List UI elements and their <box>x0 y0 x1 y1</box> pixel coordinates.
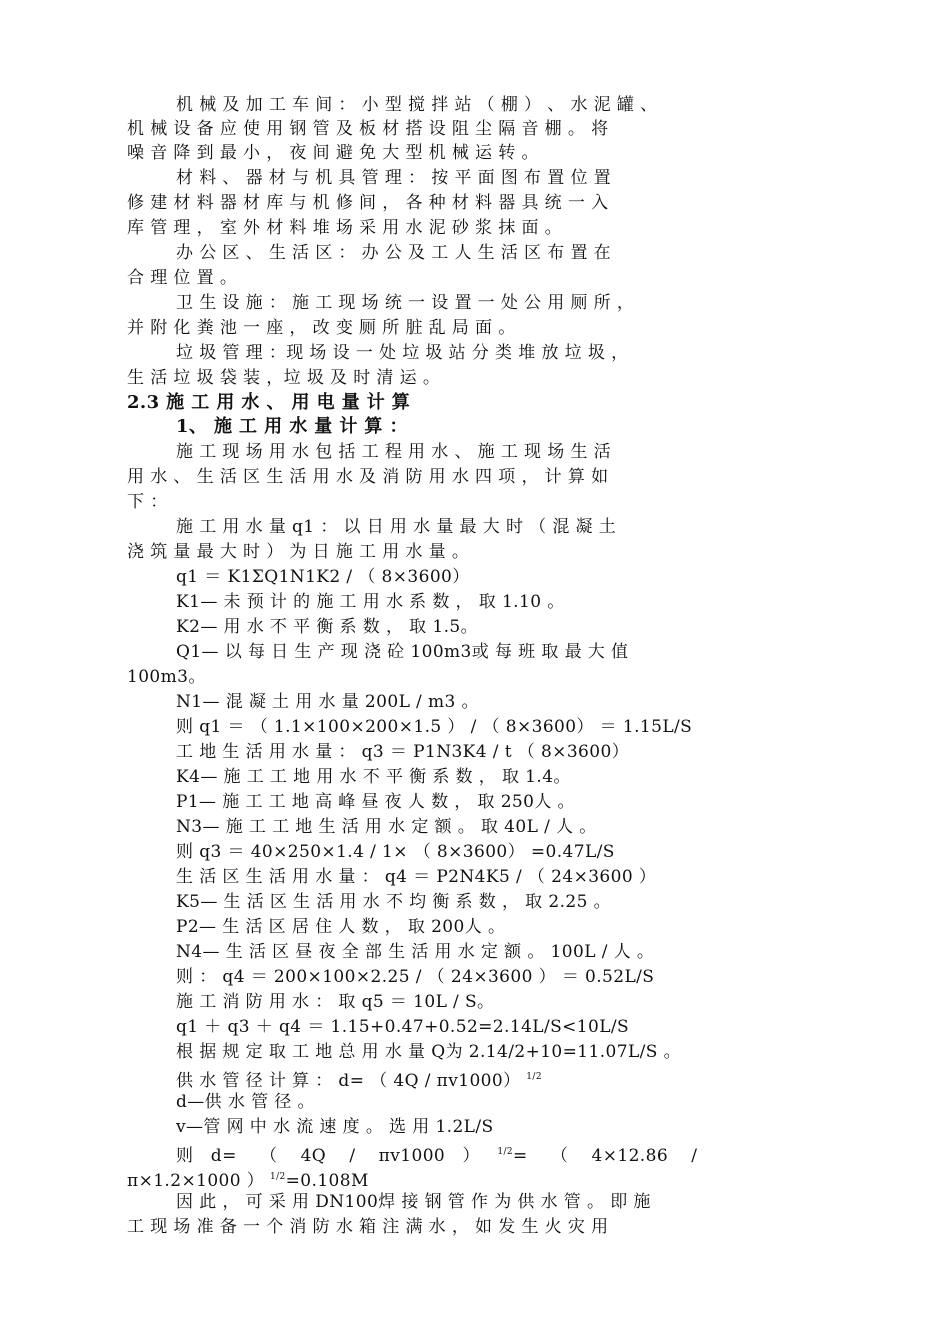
text-line <box>127 317 516 339</box>
line-text: 生 活 区 生 活 用 水 量 ： q4 ＝ P2N4K5 / （ 24×3600 ） <box>176 867 657 887</box>
line-text: 浇 筑 量 最 大 时 ） 为 日 施 工 用 水 量 。 <box>127 542 470 562</box>
text-line <box>176 841 615 863</box>
text-line <box>176 966 654 988</box>
line-text: 则 ： q4 ＝ 200×100×2.25 / （ 24×3600 ） ＝ 0.52L/S <box>176 967 655 987</box>
text-line <box>127 267 237 289</box>
line-text: Q1— 以 每 日 生 产 现 浇 砼 100m3或 每 班 取 最 大 值 <box>176 642 629 662</box>
text-line <box>176 716 692 738</box>
exponent: 1/2 <box>497 1147 514 1157</box>
text-line <box>176 941 654 963</box>
text-line <box>127 666 206 688</box>
line-text: N4— 生 活 区 昼 夜 全 部 生 活 用 水 定 额 。 100L / 人 。 <box>176 942 655 962</box>
text-line <box>176 242 611 264</box>
text-line <box>176 891 611 913</box>
line-text: v—管 网 中 水 流 速 度 。 选 用 1.2L/S <box>176 1117 494 1137</box>
line-text: 用 水 、 生 活 区 生 活 用 水 及 消 防 用 水 四 项 ， 计 算 如 <box>127 467 609 487</box>
text-line <box>176 916 505 938</box>
text-line <box>176 516 616 538</box>
line-text: 100m3。 <box>127 667 206 687</box>
text-line <box>176 766 571 788</box>
line-text: 并 附 化 粪 池 一 座 ， 改 变 厕 所 脏 乱 局 面 。 <box>127 318 516 338</box>
text-line <box>176 441 611 463</box>
text-line <box>127 1166 369 1192</box>
exponent: 1/2 <box>526 1072 542 1082</box>
line-text: 修 建 材 料 器 材 库 与 机 修 间 ， 各 种 材 料 器 具 统 一 入 <box>127 193 609 213</box>
line-text: 噪 音 降 到 最 小 ， 夜 间 避 免 大 型 机 械 运 转 。 <box>127 143 539 163</box>
text-line <box>176 342 628 364</box>
line-text: P1— 施 工 工 地 高 峰 昼 夜 人 数 ， 取 250人 。 <box>176 792 575 812</box>
line-text: q1 ＋ q3 ＋ q4 ＝ 1.15+0.47+0.52=2.14L/S<10L/S <box>176 1017 630 1037</box>
text-line <box>127 142 539 164</box>
text-line <box>127 192 608 214</box>
line-text: K5— 生 活 区 生 活 用 水 不 均 衡 系 数 ， 取 2.25 。 <box>176 892 612 912</box>
line-text: 2.3 施 工 用 水 、 用 电 量 计 算 <box>127 392 411 413</box>
line-text: 机 械 设 备 应 使 用 钢 管 及 板 材 搭 设 阻 尘 隔 音 棚 。 将 <box>127 119 609 139</box>
text-line <box>127 1216 608 1238</box>
line-text-tail: =0.108M <box>285 1171 369 1191</box>
text-line <box>176 616 478 638</box>
text-line <box>127 367 440 389</box>
text-line <box>176 1091 315 1113</box>
text-line <box>127 466 608 488</box>
text-line <box>176 1191 651 1213</box>
line-text: 供 水 管 径 计 算 ： d= （ 4Q / πv1000） <box>176 1071 527 1091</box>
line-text: 1、 施 工 用 水 量 计 算 ： <box>176 416 408 437</box>
text-line <box>176 1066 542 1092</box>
line-text: 则 q1 ＝ （ 1.1×100×200×1.5 ） / （ 8×3600） ＝ 1.15L/S <box>176 717 693 737</box>
text-line <box>176 816 597 838</box>
text-line <box>127 217 562 239</box>
line-text: 工 现 场 准 备 一 个 消 防 水 箱 注 满 水 ， 如 发 生 火 灾 用 <box>127 1217 609 1237</box>
line-text: 工 地 生 活 用 水 量 ： q3 ＝ P1N3K4 / t （ 8×3600） <box>176 742 630 762</box>
line-text: 则 d= （ 4Q / πv1000 ） <box>176 1146 498 1166</box>
line-text: N1— 混 凝 土 用 水 量 200L / m3 。 <box>176 692 479 712</box>
line-text: 根 据 规 定 取 工 地 总 用 水 量 Q为 2.14/2+10=11.07L/S 。 <box>176 1042 682 1062</box>
line-text: 生 活 垃 圾 袋 装 ，垃 圾 及 时 清 运 。 <box>127 368 441 388</box>
line-text: 合 理 位 置 。 <box>127 268 238 288</box>
text-line <box>176 741 629 763</box>
line-text: 卫 生 设 施 ： 施 工 现 场 统 一 设 置 一 处 公 用 厕 所 ， <box>176 293 635 313</box>
text-line <box>127 118 608 140</box>
text-line <box>176 1041 681 1063</box>
text-line <box>127 491 168 513</box>
line-text: 则 q3 ＝ 40×250×1.4 / 1× （ 8×3600） =0.47L/S <box>176 842 615 862</box>
text-line <box>176 94 657 116</box>
line-text: 施 工 消 防 用 水 ： 取 q5 ＝ 10L / S。 <box>176 992 495 1012</box>
text-line <box>176 1016 629 1038</box>
text-line <box>176 292 634 314</box>
exponent: 1/2 <box>269 1172 286 1182</box>
section-heading <box>127 392 410 414</box>
text-line <box>176 167 611 189</box>
line-text: 材 料 、 器 材 与 机 具 管 理 ： 按 平 面 图 布 置 位 置 <box>176 168 612 188</box>
text-line <box>176 866 656 888</box>
line-text: 施 工 现 场 用 水 包 括 工 程 用 水 、 施 工 现 场 生 活 <box>176 442 612 462</box>
text-line <box>176 591 565 613</box>
line-text: 施 工 用 水 量 q1 ： 以 日 用 水 量 最 大 时 （ 混 凝 土 <box>176 517 617 537</box>
line-text: P2— 生 活 区 居 住 人 数 ， 取 200人 。 <box>176 917 506 937</box>
line-text-tail: = （ 4×12.86 / <box>513 1146 698 1166</box>
line-text: 因 此 ， 可 采 用 DN100焊 接 钢 管 作 为 供 水 管 。 即 施 <box>176 1192 651 1212</box>
text-line <box>176 1141 697 1167</box>
line-text: K1— 未 预 计 的 施 工 用 水 系 数 ， 取 1.10 。 <box>176 592 565 612</box>
line-text: 下 ： <box>127 492 168 512</box>
line-text: K2— 用 水 不 平 衡 系 数 ， 取 1.5。 <box>176 617 478 637</box>
line-text: d—供 水 管 径 。 <box>176 1092 315 1112</box>
line-text: 库 管 理 ， 室 外 材 料 堆 场 采 用 水 泥 砂 浆 抹 面 。 <box>127 218 563 238</box>
line-text: 垃 圾 管 理 ：现 场 设 一 处 垃 圾 站 分 类 堆 放 垃 圾 ， <box>176 343 629 363</box>
text-line <box>176 1116 494 1138</box>
line-text: 办 公 区 、 生 活 区 ： 办 公 及 工 人 生 活 区 布 置 在 <box>176 243 612 263</box>
text-line <box>176 791 575 813</box>
text-line <box>176 641 628 663</box>
text-line <box>176 991 494 1013</box>
section-heading <box>176 416 408 438</box>
line-text: K4— 施 工 工 地 用 水 不 平 衡 系 数 ， 取 1.4。 <box>176 767 571 787</box>
text-line <box>176 691 479 713</box>
line-text: q1 ＝ K1ΣQ1N1K2 / （ 8×3600） <box>176 567 470 587</box>
text-line <box>176 566 470 588</box>
line-text: 机 械 及 加 工 车 间 ： 小 型 搅 拌 站 （ 棚 ） 、 水 泥 罐 、 <box>176 95 658 115</box>
line-text: N3— 施 工 工 地 生 活 用 水 定 额 。 取 40L / 人 。 <box>176 817 597 837</box>
line-text: π×1.2×1000 ） <box>127 1171 270 1191</box>
text-line <box>127 541 469 563</box>
